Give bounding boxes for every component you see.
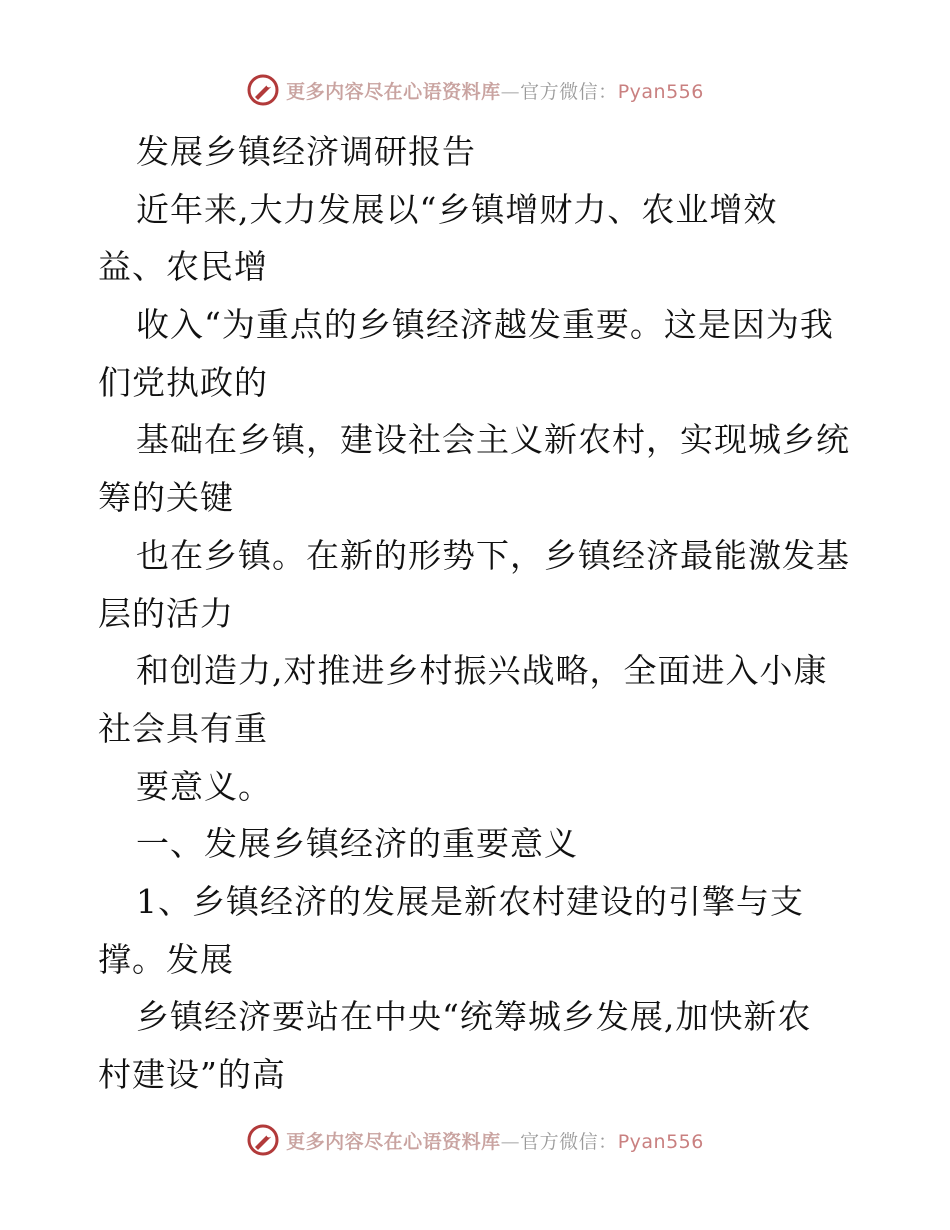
paragraph-line: 筹的关键 [98, 478, 234, 518]
paragraph-line: 1、乡镇经济的发展是新农村建设的引擎与支 [136, 881, 804, 921]
paragraph-line: 近年来,大力发展以“乡镇增财力、农业增效 [136, 189, 778, 229]
paragraph-line: 社会具有重 [98, 708, 268, 748]
pen-nib-logo-icon [246, 1123, 280, 1157]
watermark-dash: — [500, 80, 521, 103]
watermark-dash: — [500, 1130, 521, 1153]
document-body [98, 123, 858, 1104]
paragraph-line: 村建设”的高 [98, 1055, 286, 1094]
paragraph-line: 和创造力,对推进乡村振兴战略，全面进入小康 [136, 651, 828, 691]
watermark-wechat-label: 官方微信： [520, 80, 618, 103]
watermark-wechat-id: Pyan556 [617, 80, 704, 103]
section-heading: 一、发展乡镇经济的重要意义 [136, 824, 578, 864]
watermark-text [286, 1127, 704, 1154]
paragraph-line: 撑。发展 [98, 939, 234, 979]
watermark-text [286, 77, 704, 104]
paragraph-line: 收入“为重点的乡镇经济越发重要。这是因为我 [136, 305, 834, 345]
paragraph-line: 乡镇经济要站在中央“统筹城乡发展,加快新农 [136, 997, 812, 1037]
paragraph-line: 要意义。 [136, 766, 272, 806]
footer-watermark [0, 1120, 950, 1160]
paragraph-line: 基础在乡镇，建设社会主义新农村，实现城乡统 [136, 420, 850, 460]
paragraph-line: 也在乡镇。在新的形势下，乡镇经济最能激发基 [136, 535, 850, 575]
watermark-slogan: 更多内容尽在心语资料库 [286, 1130, 501, 1153]
document-title: 发展乡镇经济调研报告 [136, 132, 476, 171]
paragraph-line: 层的活力 [98, 593, 234, 633]
paragraph-line: 益、农民增 [98, 247, 268, 287]
header-watermark [0, 70, 950, 110]
watermark-slogan: 更多内容尽在心语资料库 [286, 80, 501, 103]
watermark-wechat-id: Pyan556 [617, 1130, 704, 1153]
watermark-wechat-label: 官方微信： [520, 1130, 618, 1153]
pen-nib-logo-icon [246, 73, 280, 107]
paragraph-line: 们党执政的 [98, 362, 268, 402]
